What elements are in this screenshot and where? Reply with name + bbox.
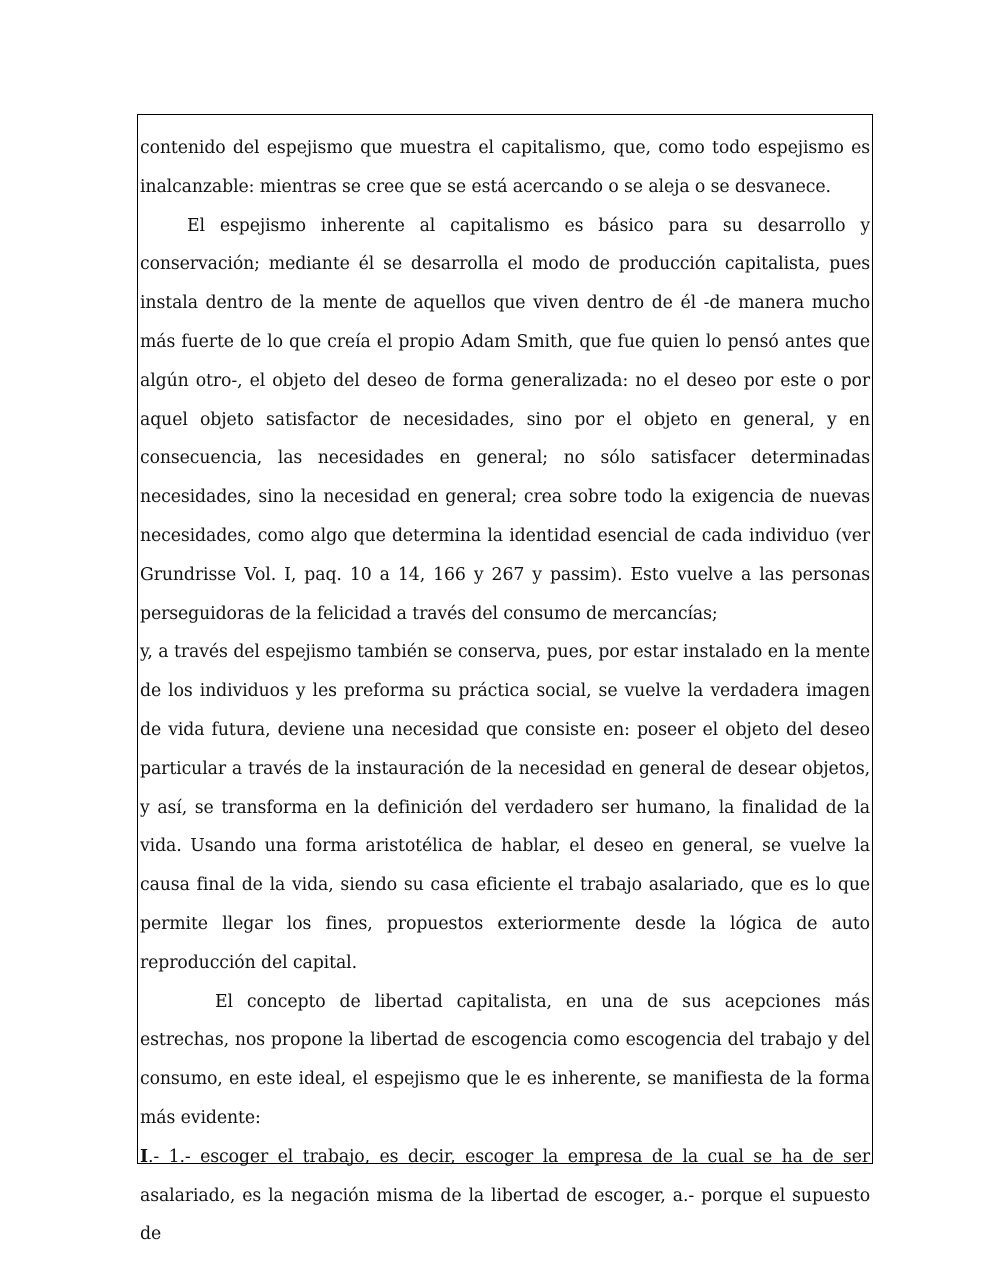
paragraph-3: y, a través del espejismo también se conserva, pues, por estar instalado en la mente de los individuos y les preforma su práctica social, se vuelve la verdadera imagen de vida futura, deviene una necesidad que consiste en: poseer el objeto del deseo particular a través de la instauración de la necesidad en general de desear objetos, y así, se transforma en la definición del verdadero ser humano, la finalidad de la vida. Usando una forma aristotélica de hablar, el deseo en general, se vuelve la causa final de la vida, siendo su casa eficiente el trabajo asalariado, que es lo que permite llegar los fines, propuestos exteriormente desde la lógica de auto reproducción del capital. <box>140 642 870 973</box>
paragraph-5 <box>140 1138 870 1254</box>
paragraph-2: El espejismo inherente al capitalismo es básico para su desarrollo y conservación; mediante él se desarrolla el modo de producción capitalista, pues instala dentro de la mente de aquellos que viven dentro de él -de manera mucho más fuerte de lo que creía el propio Adam Smith, que fue quien lo pensó antes que algún otro-, el objeto del deseo de forma generalizada: no el deseo por este o por aquel objeto satisfactor de necesidades, sino por el objeto en general, y en consecuencia, las necesidades en general; no sólo satisfacer determinadas necesidades, sino la necesidad en general; crea sobre todo la exigencia de nuevas necesidades, como algo que determina la identidad esencial de cada individuo (ver Grundrisse Vol. I, paq. 10 a 14, 166 y 267 y passim). Esto vuelve a las personas perseguidoras de la felicidad a través del consumo de mercancías; <box>140 215 870 624</box>
paragraph-1: contenido del espejismo que muestra el capitalismo, que, como todo espejismo es inalcanzable: mientras se cree que se está acercando o se aleja o se desvanece. <box>140 138 870 197</box>
section-numeral: I <box>140 1146 148 1167</box>
text-frame <box>137 114 873 1245</box>
document-body <box>140 129 870 1254</box>
paragraph-5-text: .- 1.- escoger el trabajo, es decir, escoger la empresa de la cual se ha de ser asalariado, es la negación misma de la libertad de escoger, a.- porque el supuesto de <box>140 1146 870 1245</box>
paragraph-4: El concepto de libertad capitalista, en una de sus acepciones más estrechas, nos propone la libertad de escogencia como escogencia del trabajo y del consumo, en este ideal, el espejismo que le es inherente, se manifiesta de la forma más evidente: <box>140 991 870 1128</box>
